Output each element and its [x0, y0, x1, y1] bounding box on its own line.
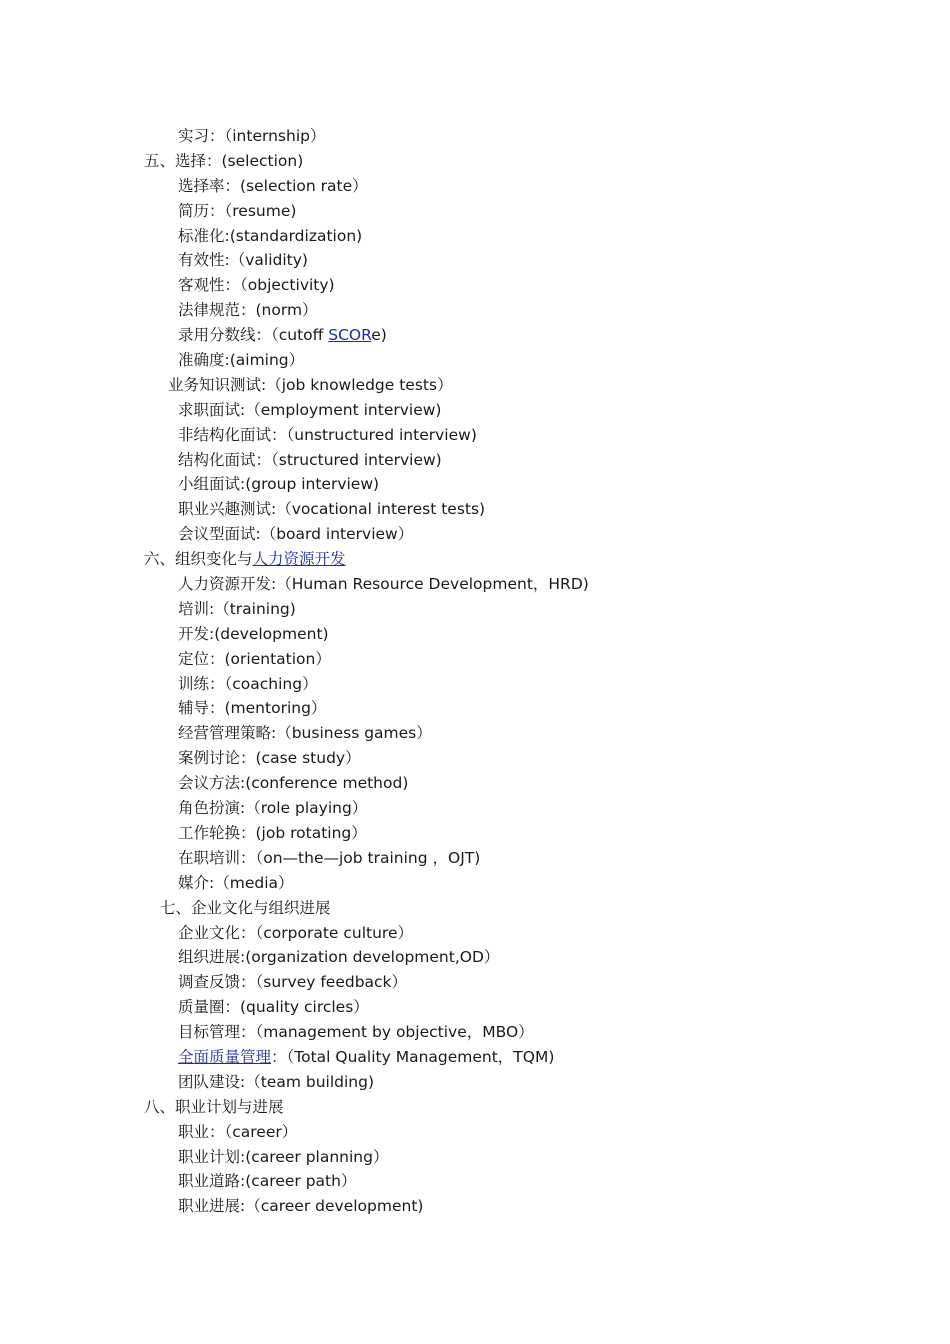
line-text: 五、选择：(selection) [144, 151, 304, 170]
term-line [0, 273, 950, 298]
line-text: 职业：（career） [178, 1122, 298, 1141]
line-text: 实习：（internship） [178, 127, 326, 145]
term-line [0, 472, 950, 497]
line-text: 开发:(development) [178, 624, 329, 643]
line-text: 职业兴趣测试:（vocational interest tests) [178, 500, 486, 519]
line-text: 职业道路:(career path） [178, 1172, 357, 1191]
term-line [0, 224, 950, 249]
line-text: 求职面试:（employment interview) [178, 400, 442, 419]
term-line [0, 1120, 950, 1145]
line-text: 媒介:（media） [178, 873, 294, 892]
term-line [0, 995, 950, 1020]
line-text: 训练：（coaching） [178, 674, 318, 693]
term-line [0, 497, 950, 522]
line-text: 八、职业计划与进展 [144, 1097, 284, 1116]
line-text: 目标管理：（management by objective，MBO） [178, 1023, 534, 1042]
line-text-post: ：（Total Quality Management，TQM) [271, 1047, 555, 1066]
term-line [0, 572, 950, 597]
line-text: 客观性：（objectivity) [178, 276, 335, 295]
term-line [0, 746, 950, 771]
line-text: 定位：(orientation） [178, 649, 331, 668]
term-line [0, 970, 950, 995]
term-line [0, 323, 950, 348]
term-line [0, 871, 950, 896]
document-body [0, 124, 950, 1219]
section-heading [0, 896, 950, 921]
line-text: 有效性:（validity) [178, 251, 308, 270]
line-text: 角色扮演:（role playing） [178, 799, 368, 818]
term-line [0, 696, 950, 721]
term-line [0, 1169, 950, 1194]
term-line [0, 248, 950, 273]
line-text: 会议型面试:（board interview） [178, 525, 414, 544]
term-line [0, 672, 950, 697]
term-line [0, 721, 950, 746]
line-text: 在职培训：（on—the—job training ，OJT) [178, 848, 481, 867]
section-heading [0, 149, 950, 174]
section-heading [0, 1095, 950, 1120]
hyperlink[interactable]: SCOR [328, 326, 372, 345]
term-line [0, 423, 950, 448]
hyperlink[interactable]: 全面质量管理 [178, 1047, 272, 1066]
line-text: 工作轮换：(job rotating） [178, 823, 367, 842]
line-text: 质量圈：(quality circles） [178, 998, 369, 1017]
line-text-pre: 六、组织变化与 [144, 550, 253, 569]
line-text: 职业进展:（career development) [178, 1197, 424, 1216]
term-line [0, 647, 950, 672]
line-text: 企业文化：（corporate culture） [178, 923, 413, 942]
line-text: 业务知识测试:（job knowledge tests） [168, 375, 453, 394]
term-line [0, 199, 950, 224]
term-line [0, 821, 950, 846]
line-text: 组织进展:(organization development,OD） [178, 948, 500, 967]
line-text: 会议方法:(conference method) [178, 774, 409, 793]
term-line [0, 597, 950, 622]
term-line [0, 921, 950, 946]
term-line [0, 124, 950, 149]
section-heading [0, 547, 950, 572]
hyperlink[interactable]: 人力资源开发 [252, 550, 346, 569]
term-line [0, 945, 950, 970]
term-line [0, 622, 950, 647]
term-line [0, 522, 950, 547]
line-text-post: e) [371, 326, 387, 345]
term-line [0, 398, 950, 423]
line-text: 非结构化面试：（unstructured interview) [178, 425, 477, 444]
term-line [0, 174, 950, 199]
line-text: 职业计划:(career planning） [178, 1147, 389, 1166]
term-line [0, 771, 950, 796]
section-heading [0, 373, 950, 398]
line-text: 七、企业文化与组织进展 [160, 898, 331, 917]
line-text: 案例讨论：(case study） [178, 749, 361, 768]
line-text: 辅导：(mentoring） [178, 699, 327, 718]
term-line [0, 796, 950, 821]
line-text: 简历：（resume) [178, 201, 297, 220]
line-text: 调查反馈：（survey feedback） [178, 973, 408, 992]
term-line [0, 846, 950, 871]
term-line [0, 298, 950, 323]
line-text: 经营管理策略:（business games） [178, 724, 432, 743]
term-line [0, 1020, 950, 1045]
line-text: 小组面试:(group interview) [178, 475, 380, 494]
line-text: 结构化面试：（structured interview) [178, 450, 442, 469]
term-line [0, 348, 950, 373]
line-text: 准确度:(aiming） [178, 351, 305, 370]
term-line [0, 1070, 950, 1095]
line-text: 法律规范：(norm） [178, 301, 318, 320]
line-text: 培训:（training) [178, 599, 296, 618]
line-text: 选择率：(selection rate） [178, 176, 368, 195]
term-line [0, 1194, 950, 1219]
term-line [0, 1045, 950, 1070]
line-text: 团队建设:（team building) [178, 1072, 374, 1091]
line-text: 标准化:(standardization) [178, 226, 363, 245]
term-line [0, 1145, 950, 1170]
line-text: 人力资源开发:（Human Resource Development，HRD) [178, 575, 589, 594]
term-line [0, 448, 950, 473]
line-text-pre: 录用分数线：（cutoff [178, 326, 329, 345]
